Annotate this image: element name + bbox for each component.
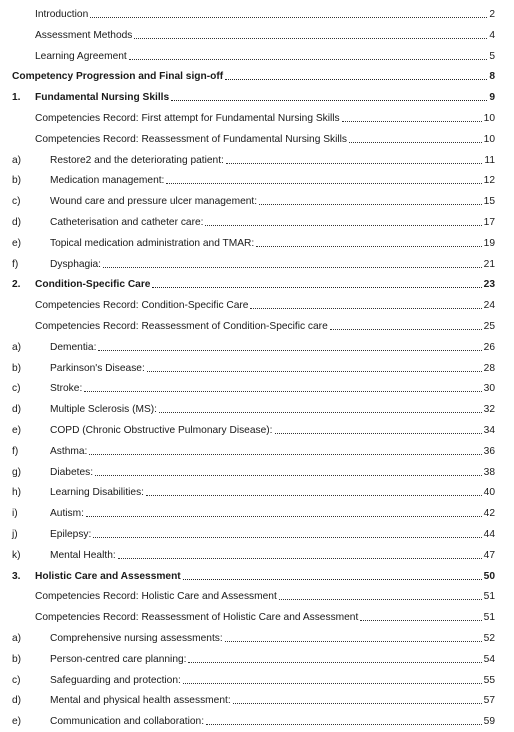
toc-page-number: 51 [483,612,495,624]
toc-page-number: 38 [483,466,495,478]
toc-entry[interactable] [35,126,495,146]
toc-entry-number: a) [12,154,22,166]
toc-page-number: 9 [489,92,495,104]
toc-dot-leader [103,267,482,268]
toc-entry[interactable] [12,355,495,375]
toc-page-number: 17 [483,217,495,228]
toc-entry-title: Mental and physical health assessment: [50,695,231,707]
toc-entry[interactable] [12,230,495,250]
toc-entry-title: Autism: [50,508,84,520]
toc-entry-title: Person-centred care planning: [50,653,187,665]
toc-entry[interactable] [12,147,495,167]
toc-dot-leader [183,579,482,580]
toc-entry-title: Diabetes: [50,466,94,478]
toc-entry-title: Asthma: [50,445,88,457]
toc-entry[interactable] [12,271,495,291]
toc-entry[interactable] [12,188,495,208]
toc-entry-title: Medication management: [50,175,165,187]
toc-page-number: 44 [483,529,495,540]
toc-entry-title: Learning Agreement [35,50,127,62]
toc-entry-number: b) [12,362,22,374]
toc-dot-leader [159,412,482,413]
toc-dot-leader [205,225,481,226]
toc-entry[interactable] [35,22,495,42]
toc-page-number: 54 [483,653,495,665]
toc-entry-number: h) [12,487,22,499]
toc-entry-number: e) [12,237,22,249]
toc-dot-leader [330,329,482,330]
toc-entry-title: Communication and collaboration: [50,716,205,728]
toc-page-number: 4 [489,29,495,41]
toc-entry-title: Introduction [35,9,89,20]
toc-entry-title: Competencies Record: Holistic Care and Assessment [35,591,277,603]
toc-page-number: 23 [483,279,495,291]
toc-dot-leader [183,683,482,684]
toc-page-number: 10 [483,133,495,145]
toc-entry[interactable] [12,417,495,437]
toc-page-number: 15 [483,196,495,208]
toc-page-number: 28 [483,362,495,374]
toc-entry[interactable] [12,646,495,666]
toc-entry[interactable] [12,500,495,520]
toc-entry-title: Epilepsy: [50,529,92,540]
toc-page-number: 30 [483,383,495,395]
toc-page-number: 11 [484,154,495,166]
toc-dot-leader [233,703,482,704]
toc-entry-title: Assessment Methods [35,29,133,41]
toc-entry-title: Competencies Record: First attempt for Fundamental Nursing Skills [35,113,340,124]
toc-page-number: 55 [483,674,495,686]
toc-entry-title: Dementia: [50,341,97,353]
toc-entry[interactable] [12,542,495,562]
toc-dot-leader [225,641,482,642]
toc-entry-number: g) [12,466,22,478]
toc-page-number: 2 [489,9,495,20]
toc-page-number: 32 [483,404,495,416]
toc-entry-title: Fundamental Nursing Skills [35,92,170,104]
toc-entry[interactable] [12,375,495,395]
toc-dot-leader [279,599,482,600]
toc-entry[interactable] [12,84,495,104]
toc-entry-number: f) [12,258,19,270]
toc-entry-number: f) [12,445,19,457]
toc-dot-leader [147,371,482,372]
toc-entry[interactable] [12,438,495,458]
toc-dot-leader [206,724,482,725]
toc-entry-title: Restore2 and the deteriorating patient: [50,154,224,166]
toc-dot-leader [134,38,487,39]
toc-page-number: 42 [483,508,495,520]
toc-dot-leader [342,121,482,122]
toc-entry-title: Competencies Record: Condition-Specific Care [35,300,249,312]
toc-dot-leader [129,59,488,60]
toc-entry[interactable] [12,334,495,354]
toc-page-number: 51 [483,591,495,603]
toc-dot-leader [89,454,481,455]
toc-entry[interactable] [12,63,495,83]
toc-entry-number: c) [12,674,21,686]
toc-page-number: 10 [483,113,495,124]
toc-entry-number: i) [12,508,18,520]
toc-entry[interactable] [12,396,495,416]
toc-entry[interactable] [12,521,495,541]
toc-page-number: 40 [483,487,495,499]
toc-entry[interactable] [35,292,495,312]
toc-page-number: 24 [483,300,495,312]
toc-entry-title: Topical medication administration and TMAR: [50,237,255,249]
toc-dot-leader [188,662,481,663]
toc-dot-leader [166,183,481,184]
toc-dot-leader [360,620,481,621]
toc-entry-title: COPD (Chronic Obstructive Pulmonary Disease): [50,425,273,436]
toc-entry-number: e) [12,716,22,728]
toc-entry-title: Competencies Record: Reassessment of Condition-Specific care [35,321,328,332]
toc-entry-title: Competencies Record: Reassessment of Fundamental Nursing Skills [35,133,347,145]
toc-entry-number: b) [12,175,22,187]
toc-page-number: 57 [483,695,495,707]
toc-entry-title: Stroke: [50,383,83,395]
toc-entry-title: Holistic Care and Assessment [35,570,181,582]
toc-entry-number: k) [12,549,21,561]
toc-entry[interactable] [12,479,495,499]
toc-dot-leader [349,142,482,143]
toc-entry-title: Condition-Specific Care [35,279,151,291]
toc-entry-title: Dysphagia: [50,258,101,270]
toc-page-number: 5 [489,50,495,62]
toc-dot-leader [95,475,482,476]
toc-entry[interactable] [35,604,495,624]
toc-page-number: 26 [483,341,495,353]
toc-entry-title: Catheterisation and catheter care: [50,217,204,228]
toc-dot-leader [84,391,481,392]
toc-entry-title: Learning Disabilities: [50,487,145,499]
toc-entry-number: d) [12,404,22,416]
toc-page-number: 21 [483,258,495,270]
toc-entry-number: 2. [12,279,21,291]
toc-entry[interactable] [12,667,495,687]
toc-entry-title: Competency Progression and Final sign-off [12,71,224,83]
toc-entry-title: Mental Health: [50,549,116,561]
toc-page-number: 50 [483,570,495,582]
toc-dot-leader [86,516,482,517]
toc-entry-number: c) [12,383,21,395]
toc-page-number: 8 [489,71,495,83]
toc-entry-number: a) [12,341,22,353]
toc-page-number: 36 [483,445,495,457]
toc-entry-title: Comprehensive nursing assessments: [50,633,223,644]
toc-dot-leader [226,163,483,164]
toc-dot-leader [225,79,487,80]
toc-page-number: 52 [483,633,495,644]
toc-entry[interactable] [35,105,495,125]
toc-page-number: 25 [483,321,495,332]
toc-page-number: 47 [483,549,495,561]
toc-entry[interactable] [35,43,495,63]
toc-entry-number: d) [12,217,22,228]
toc-entry[interactable] [12,167,495,187]
toc-dot-leader [98,350,481,351]
toc-dot-leader [90,17,487,18]
toc-entry-title: Parkinson's Disease: [50,362,145,374]
toc-entry-title: Wound care and pressure ulcer management: [50,196,258,208]
toc-entry[interactable] [35,583,495,603]
toc-dot-leader [152,287,481,288]
toc-dot-leader [275,433,482,434]
toc-dot-leader [259,204,482,205]
toc-entry[interactable] [12,563,495,583]
toc-entry[interactable] [35,1,495,21]
toc-entry-number: d) [12,695,22,707]
toc-entry-number: c) [12,196,21,208]
toc-dot-leader [250,308,481,309]
toc-page-number: 59 [483,716,495,728]
toc-entry[interactable] [12,459,495,479]
toc-dot-leader [256,246,481,247]
toc-entry[interactable] [12,625,495,645]
toc-entry-title: Safeguarding and protection: [50,674,181,686]
toc-entry-number: b) [12,653,22,665]
toc-dot-leader [171,100,487,101]
toc-page-number: 34 [483,425,495,436]
toc-entry[interactable] [12,708,495,728]
toc-entry-number: a) [12,633,22,644]
toc-dot-leader [93,537,481,538]
toc-entry-number: e) [12,425,22,436]
toc-entry[interactable] [35,313,495,333]
toc-entry[interactable] [12,687,495,707]
toc-page-number: 19 [483,237,495,249]
toc-entry-title: Multiple Sclerosis (MS): [50,404,157,416]
toc-dot-leader [118,558,482,559]
toc-page-number: 12 [483,175,495,187]
toc-dot-leader [146,495,482,496]
toc-entry-title: Competencies Record: Reassessment of Holistic Care and Assessment [35,612,359,624]
toc-entry-number: 1. [12,92,21,104]
toc-entry[interactable] [12,209,495,229]
toc-entry-number: 3. [12,570,21,582]
toc-entry-number: j) [12,529,18,540]
toc-entry[interactable] [12,251,495,271]
